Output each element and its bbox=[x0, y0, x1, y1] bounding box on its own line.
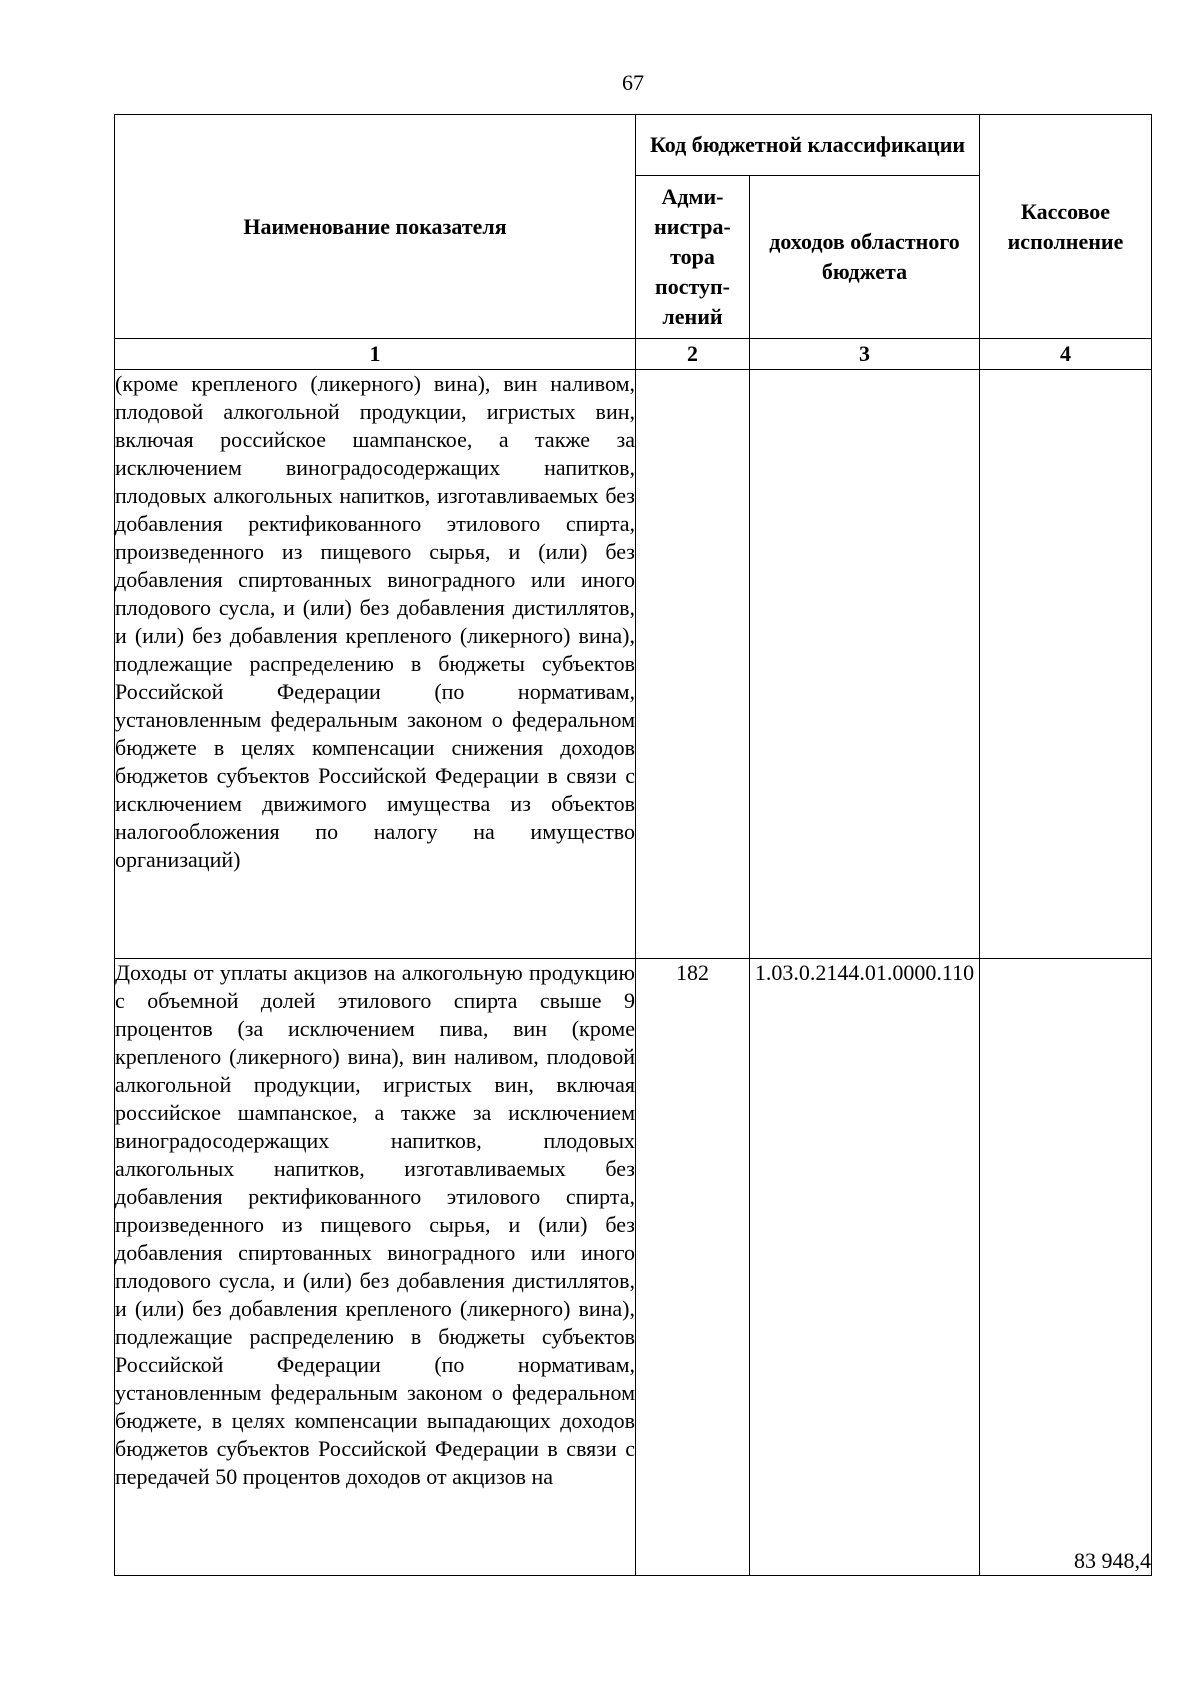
table-row bbox=[115, 959, 1152, 1576]
header-revenue-administrator: Адми-нистра-тора поступ-лений bbox=[636, 176, 750, 339]
column-number: 4 bbox=[980, 339, 1152, 370]
row-description: Доходы от уплаты акцизов на алкогольную продукцию с объемной долей этилового спирта свыше 9 процентов (за исключением пива, вин (кроме крепленого (ликерного) вина), вин наливом, плодовой алкогольной продукции, игристых вин, включая российское шампанское, а также за исключением виноградосодержащих напитков, плодовых алкогольных напитков, изготавливаемых без добавления ректификованного этилового спирта, произведенного из пищевого сырья, и (или) без добавления спиртованных виноградного или иного плодового сусла, и (или) без добавления дистиллятов, и (или) без добавления крепленого (ликерного) вина), подлежащие распределению в бюджеты субъектов Российской Федерации (по нормативам, установленным федеральным законом о федеральном бюджете, в целях компенсации выпадающих доходов бюджетов субъектов Российской Федерации в связи с передачей 50 процентов доходов от акцизов на bbox=[115, 959, 636, 1576]
column-number: 1 bbox=[115, 339, 636, 370]
column-number: 3 bbox=[750, 339, 980, 370]
row-admin-code: 182 bbox=[636, 959, 750, 1576]
row-amount: 83 948,4 bbox=[980, 959, 1152, 1576]
header-cash-execution: Кассовое исполнение bbox=[980, 115, 1152, 339]
table-row bbox=[115, 370, 1152, 959]
row-income-code bbox=[750, 370, 980, 959]
table-header-row bbox=[115, 115, 1152, 176]
row-income-code: 1.03.0.2144.01.0000.110 bbox=[750, 959, 980, 1576]
row-description: (кроме крепленого (ликерного) вина), вин наливом, плодовой алкогольной продукции, игристых вин, включая российское шампанское, а также за исключением виноградосодержащих напитков, плодовых алкогольных напитков, изготавливаемых без добавления ректификованного этилового спирта, произведенного из пищевого сырья, и (или) без добавления спиртованных виноградного или иного плодового сусла, и (или) без добавления дистиллятов, и (или) без добавления крепленого (ликерного) вина), подлежащие распределению в бюджеты субъектов Российской Федерации (по нормативам, установленным федеральным законом о федеральном бюджете в целях компенсации снижения доходов бюджетов субъектов Российской Федерации в связи с исключением движимого имущества из объектов налогообложения по налогу на имущество организаций) bbox=[115, 370, 636, 959]
row-admin-code bbox=[636, 370, 750, 959]
row-amount bbox=[980, 370, 1152, 959]
page-number: 67 bbox=[622, 70, 644, 95]
column-number-row bbox=[115, 339, 1152, 370]
header-indicator-name: Наименование показателя bbox=[115, 115, 636, 339]
budget-table bbox=[114, 114, 1152, 1576]
column-number: 2 bbox=[636, 339, 750, 370]
header-budget-classification-code: Код бюджетной классификации bbox=[636, 115, 980, 176]
header-regional-budget-income: доходов областного бюджета bbox=[750, 176, 980, 339]
